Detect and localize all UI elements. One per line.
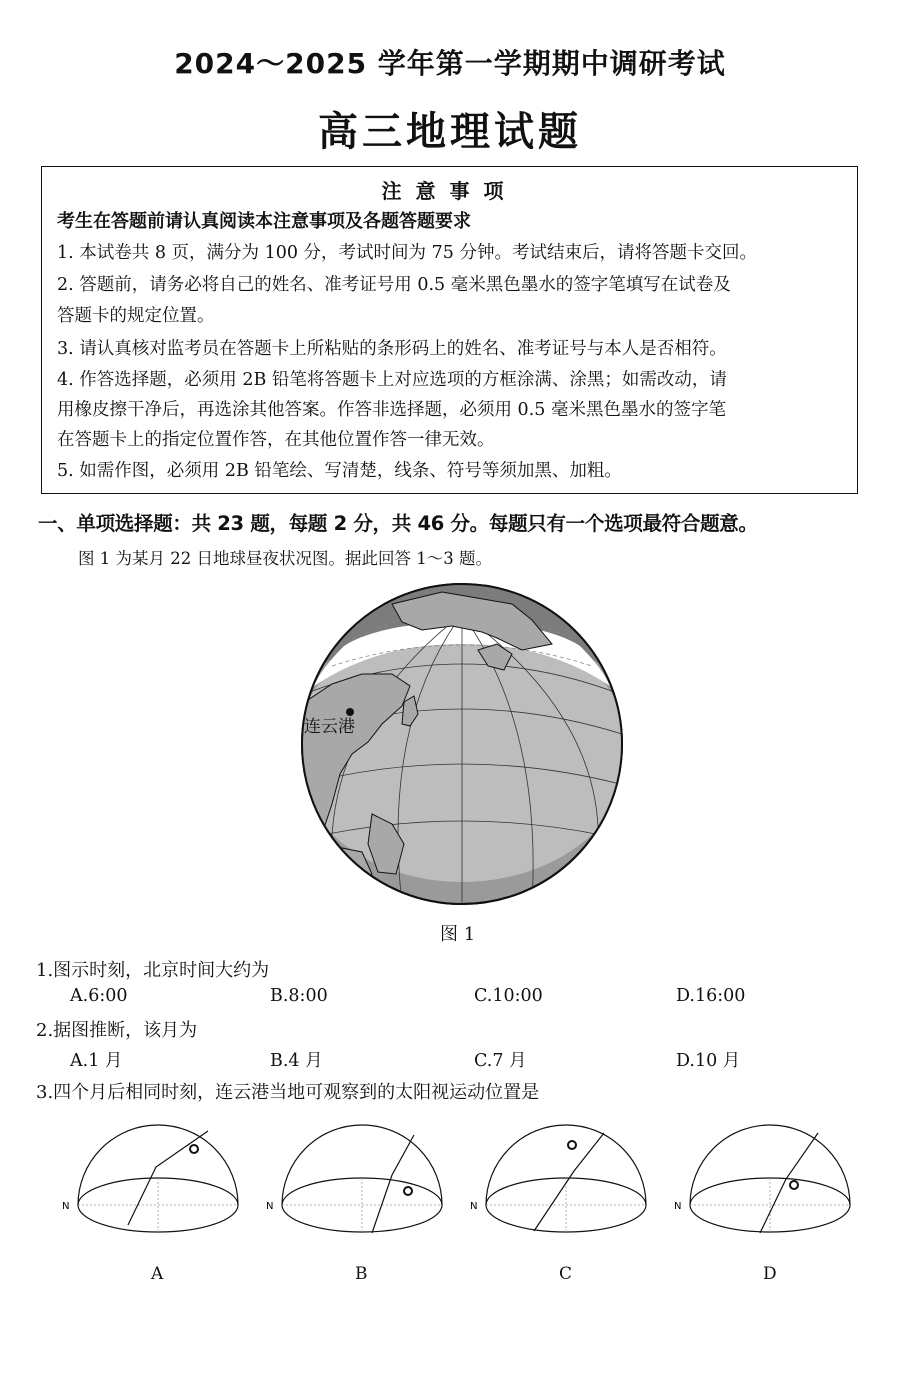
notice-subheading: 考生在答题前请认真阅读本注意事项及各题答题要求 <box>57 211 471 232</box>
sun-path-dome-b[interactable] <box>262 1115 462 1245</box>
dome-label-a: A <box>151 1264 164 1284</box>
exam-title: 2024～2025 学年第一学期期中调研考试 <box>174 47 726 80</box>
notice-line: 3. 请认真核对监考员在答题卡上所粘贴的条形码上的姓名、准考证号与本人是否相符。 <box>57 339 727 359</box>
notice-line: 5. 如需作图，必须用 2B 铅笔绘、写清楚，线条、符号等须加黑、加粗。 <box>57 461 622 481</box>
q1-option-b[interactable]: B.8:00 <box>270 986 328 1006</box>
q2-option-b[interactable]: B.4 月 <box>270 1051 323 1071</box>
notice-line: 4. 作答选择题，必须用 2B 铅笔将答题卡上对应选项的方框涂满、涂黑；如需改动，请 <box>57 370 727 390</box>
north-label: N <box>470 1201 478 1212</box>
north-label: N <box>266 1201 274 1212</box>
question-2-stem: 2.据图推断，该月为 <box>36 1020 198 1041</box>
question-3-stem: 3.四个月后相同时刻，连云港当地可观察到的太阳视运动位置是 <box>36 1082 540 1103</box>
dome-label-c: C <box>559 1264 573 1284</box>
dome-label-b: B <box>355 1264 368 1284</box>
sun-path-dome-d[interactable] <box>670 1115 870 1245</box>
north-label: N <box>674 1201 682 1212</box>
q2-option-a[interactable]: A.1 月 <box>70 1051 123 1071</box>
q2-option-d[interactable]: D.10 月 <box>676 1051 741 1071</box>
globe-figure <box>292 574 632 914</box>
sun-path-dome-a[interactable] <box>58 1115 258 1245</box>
north-label: N <box>62 1201 70 1212</box>
q1-option-c[interactable]: C.10:00 <box>474 986 543 1006</box>
dome-label-d: D <box>763 1264 777 1284</box>
q1-option-a[interactable]: A.6:00 <box>70 986 128 1006</box>
notice-line: 在答题卡上的指定位置作答，在其他位置作答一律无效。 <box>57 430 495 450</box>
notice-line: 用橡皮擦干净后，再选涂其他答案。作答非选择题，必须用 0.5 毫米黑色墨水的签字笔 <box>57 400 726 420</box>
notice-line: 2. 答题前，请务必将自己的姓名、准考证号用 0.5 毫米黑色墨水的签字笔填写在试卷及 <box>57 275 731 295</box>
section-title: 一、单项选择题：共 23 题，每题 2 分，共 46 分。每题只有一个选项最符合题意。 <box>38 512 758 535</box>
exam-subtitle: 高三地理试题 <box>318 109 582 155</box>
notice-box <box>41 166 858 494</box>
question-1-stem: 1.图示时刻，北京时间大约为 <box>36 960 270 981</box>
q1-option-d[interactable]: D.16:00 <box>676 986 746 1006</box>
figure-caption: 图 1 <box>440 924 476 945</box>
notice-heading: 注意事项 <box>381 179 518 203</box>
section-intro: 图 1 为某月 22 日地球昼夜状况图。据此回答 1～3 题。 <box>78 549 492 568</box>
q2-option-c[interactable]: C.7 月 <box>474 1051 527 1071</box>
notice-line: 答题卡的规定位置。 <box>57 306 215 326</box>
notice-line: 1. 本试卷共 8 页，满分为 100 分，考试时间为 75 分钟。考试结束后，请将答题卡交回。 <box>57 243 757 263</box>
sun-path-dome-c[interactable] <box>466 1115 666 1245</box>
city-label: 连云港 <box>304 717 355 737</box>
lianyungang-dot <box>346 708 354 716</box>
